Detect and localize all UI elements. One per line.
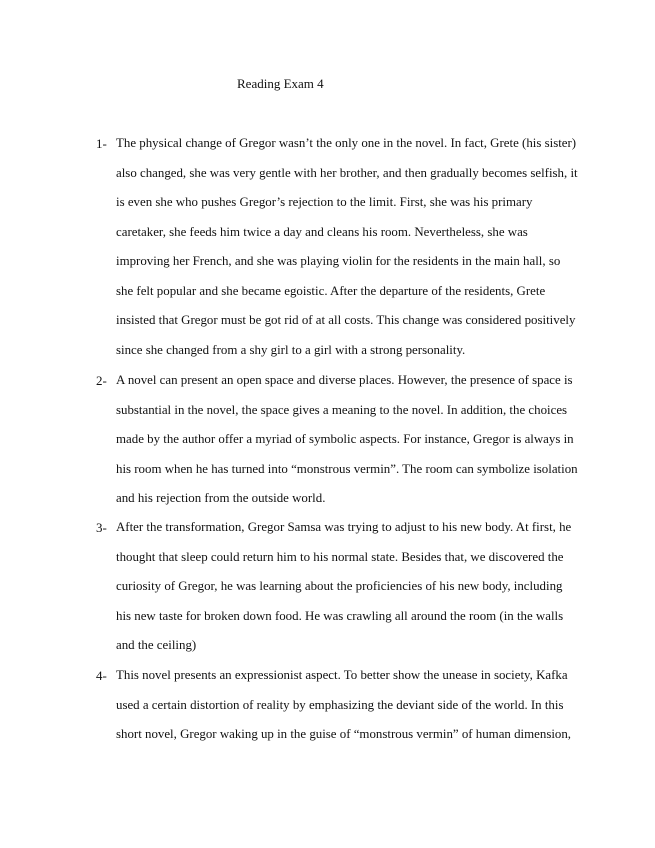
text-line: since she changed from a shy girl to a girl with a strong personality. — [116, 342, 466, 357]
document-title: Reading Exam 4 — [237, 76, 324, 91]
text-line: After the transformation, Gregor Samsa was trying to adjust to his new body. At first, he — [116, 520, 572, 534]
text-line: A novel can present an open space and diverse places. However, the presence of space is — [116, 373, 573, 387]
text-line: caretaker, she feeds him twice a day and cleans his room. Nevertheless, she was — [116, 224, 528, 239]
text-line: curiosity of Gregor, he was learning about the proficiencies of his new body, including — [116, 579, 563, 593]
text-line: substantial in the novel, the space gives a meaning to the novel. In addition, the choices — [116, 402, 568, 417]
item-text — [116, 366, 581, 514]
text-line: improving her French, and she was playing violin for the residents in the main hall, so — [116, 254, 561, 268]
list-item — [96, 661, 586, 751]
text-line: short novel, Gregor waking up in the guise of “monstrous vermin” of human dimension, — [116, 727, 572, 741]
text-line: his room when he has turned into “monstrous vermin”. The room can symbolize isolation — [116, 461, 578, 476]
text-line: and the ceiling) — [116, 638, 197, 652]
item-text — [116, 129, 581, 365]
text-line: is even she who pushes Gregor’s rejection to the limit. First, she was his primary — [116, 195, 533, 209]
list-item — [96, 366, 586, 514]
item-text — [116, 661, 581, 750]
text-line: used a certain distortion of reality by emphasizing the deviant side of the world. In this — [116, 697, 564, 712]
item-number: 3- — [96, 520, 107, 535]
text-line: insisted that Gregor must be got rid of at all costs. This change was considered positively — [116, 313, 576, 327]
text-line: This novel presents an expressionist aspect. To better show the unease in society, Kafka — [116, 668, 568, 682]
item-number: 1- — [96, 136, 107, 151]
item-text — [116, 513, 581, 661]
item-number: 2- — [96, 373, 107, 388]
text-line: and his rejection from the outside world. — [116, 491, 326, 505]
text-line: made by the author offer a myriad of symbolic aspects. For instance, Gregor is always in — [116, 432, 574, 446]
text-line: thought that sleep could return him to his normal state. Besides that, we discovered the — [116, 549, 564, 564]
item-number: 4- — [96, 668, 107, 683]
list-item — [96, 129, 586, 365]
list-item — [96, 513, 586, 661]
text-line: his new taste for broken down food. He was crawling all around the room (in the walls — [116, 608, 564, 623]
text-line: The physical change of Gregor wasn’t the only one in the novel. In fact, Grete (his sister) — [116, 136, 577, 150]
text-line: she felt popular and she became egoistic. After the departure of the residents, Grete — [116, 283, 546, 298]
text-line: also changed, she was very gentle with her brother, and then gradually becomes selfish, it — [116, 165, 578, 180]
